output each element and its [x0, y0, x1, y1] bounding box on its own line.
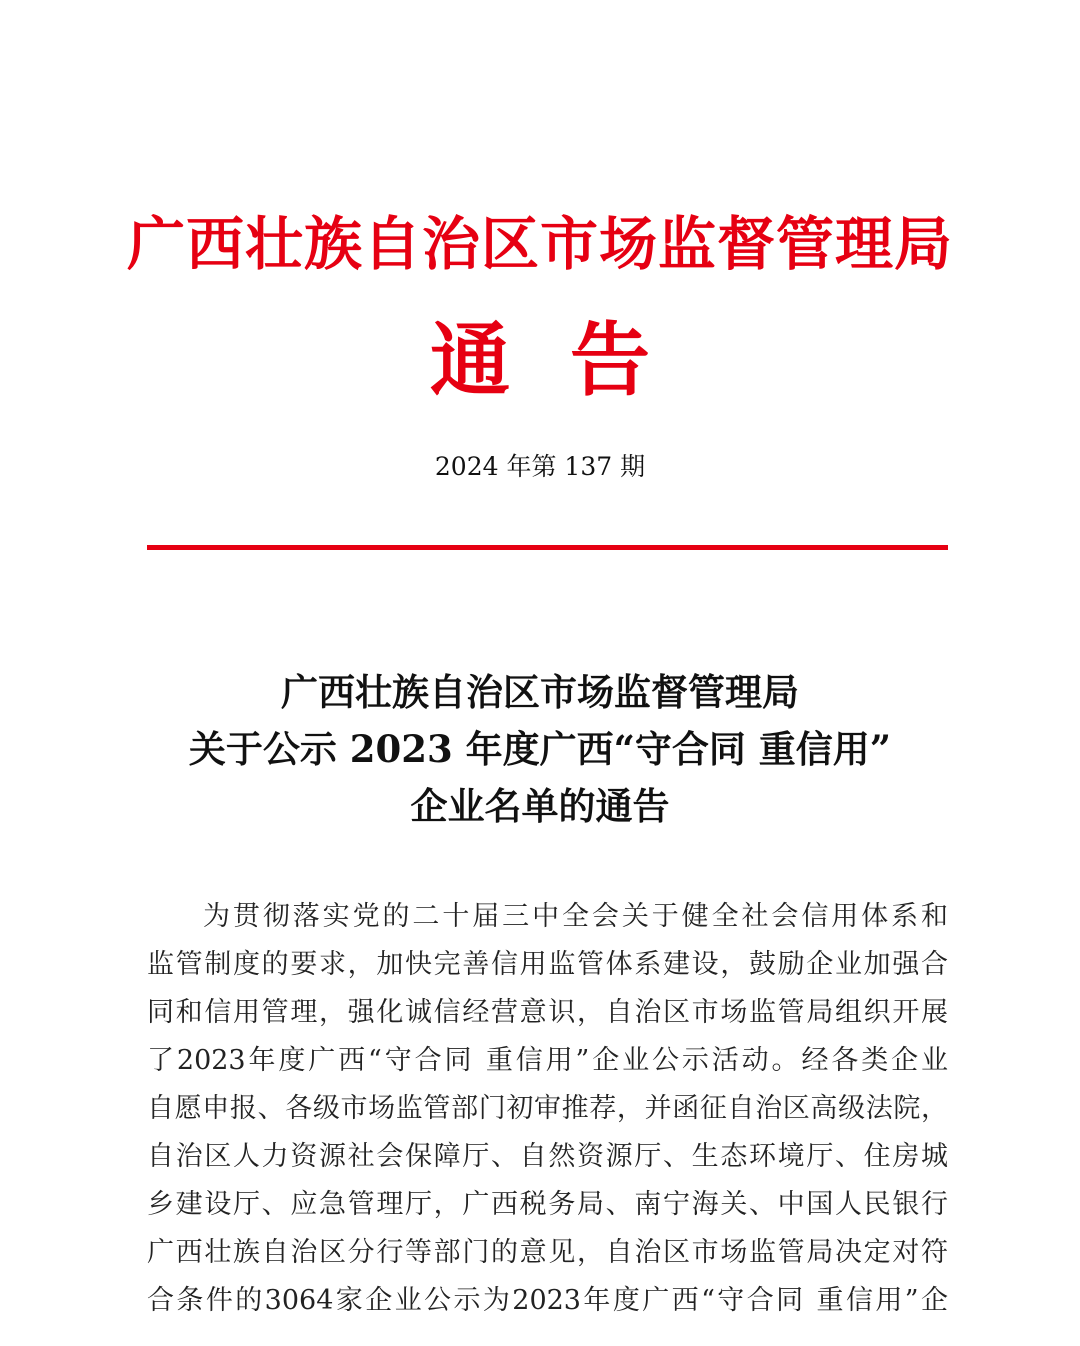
body-line: 合条件的3064家企业公示为2023年度广西“守合同 重信用”企: [147, 1285, 948, 1316]
body-line: 监管制度的要求，加快完善信用监管体系建设，鼓励企业加强合: [147, 949, 948, 980]
issue-number: 2024 年第 137 期: [434, 452, 646, 481]
red-divider-line: [147, 545, 948, 550]
document-type-heading: 通告: [430, 313, 710, 407]
body-line: 为贯彻落实党的二十届三中全会关于健全社会信用体系和: [203, 901, 948, 932]
title-line: 广西壮族自治区市场监督管理局: [281, 670, 799, 714]
body-line: 广西壮族自治区分行等部门的意见，自治区市场监管局决定对符: [147, 1237, 948, 1268]
document-title: [0, 664, 1080, 835]
body-line: 了2023年度广西“守合同 重信用”企业公示活动。经各类企业: [147, 1045, 948, 1076]
body-line: 自治区人力资源社会保障厅、自然资源厅、生态环境厅、住房城: [147, 1141, 948, 1172]
body-paragraph: [147, 893, 948, 1325]
body-line: 自愿申报、各级市场监管部门初审推荐，并函征自治区高级法院，: [147, 1093, 948, 1124]
title-line: 企业名单的通告: [410, 784, 670, 828]
body-line: 乡建设厅、应急管理厅，广西税务局、南宁海关、中国人民银行: [147, 1189, 948, 1220]
title-line: 关于公示 2023 年度广西“守合同 重信用”: [188, 727, 892, 771]
body-line: 同和信用管理，强化诚信经营意识，自治区市场监管局组织开展: [147, 997, 948, 1028]
issuing-organization-header: 广西壮族自治区市场监督管理局: [126, 210, 953, 278]
